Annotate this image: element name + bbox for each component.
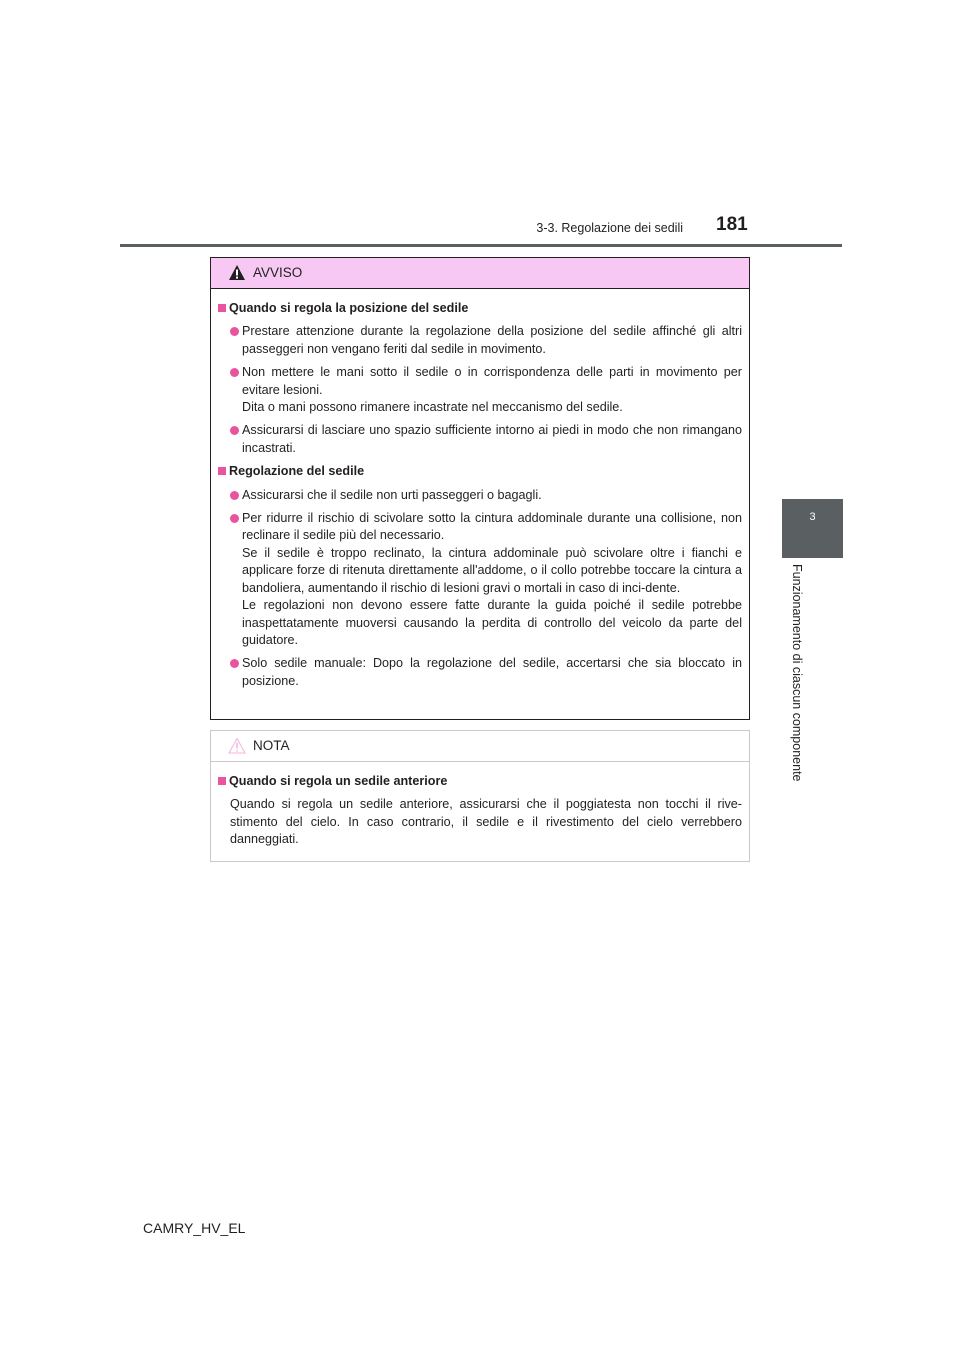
warning-bullet-text: Assicurarsi che il sedile non urti passeggeri o bagagli.: [242, 487, 542, 502]
round-bullet-icon: [230, 659, 239, 668]
round-bullet-icon: [230, 491, 239, 500]
header-rule: [120, 244, 842, 247]
warning-bullet: [218, 655, 742, 690]
warning-bullet: [218, 323, 742, 358]
note-body: [211, 762, 749, 849]
page-header: [0, 0, 960, 250]
caution-triangle-icon: [228, 737, 246, 754]
warning-bullet: [218, 510, 742, 649]
warning-section-title-text: Quando si regola la posizione del sedile: [229, 301, 469, 315]
chapter-number: 3: [809, 511, 816, 523]
warning-section-title: [218, 300, 742, 317]
warning-bullet-text: Assicurarsi di lasciare uno spazio sufficiente intorno ai piedi in modo che non rimangano incastrati.: [242, 423, 742, 455]
warning-triangle-icon: [228, 264, 246, 281]
model-code: CAMRY_HV_EL: [143, 1220, 246, 1236]
warning-bullet-text: Per ridurre il rischio di scivolare sotto la cintura addominale durante una collisione, non reclinare il sedile più del necessario.: [242, 511, 742, 543]
round-bullet-icon: [230, 327, 239, 336]
note-header: [211, 731, 749, 762]
warning-bullet: [218, 364, 742, 416]
square-bullet-icon: [218, 777, 226, 785]
note-text: Quando si regola un sedile anteriore, assicurarsi che il poggiatesta non tocchi il rive-stimento del cielo. In caso contrario, il sedile e il rivestimento del cielo verrebbero danneggiati.: [230, 797, 742, 847]
round-bullet-icon: [230, 426, 239, 435]
chapter-tab: [782, 499, 843, 558]
note-section-title: [218, 773, 742, 790]
warning-bullet-text: Solo sedile manuale: Dopo la regolazione del sedile, accertarsi che sia bloccato in posizione.: [242, 656, 742, 688]
note-box: [210, 730, 750, 862]
section-title: 3-3. Regolazione dei sedili: [536, 221, 683, 235]
warning-bullet-text: Prestare attenzione durante la regolazione della posizione del sedile affinché gli altri passeggeri non vengano feriti dal sedile in movimento.: [242, 324, 742, 356]
warning-bullet-text: Non mettere le mani sotto il sedile o in corrispondenza delle parti in movimento per evitare lesioni.: [242, 365, 742, 397]
round-bullet-icon: [230, 514, 239, 523]
warning-title: AVVISO: [253, 265, 303, 280]
round-bullet-icon: [230, 368, 239, 377]
note-title: NOTA: [253, 738, 290, 753]
warning-bullet: [218, 422, 742, 457]
warning-header: [211, 258, 749, 289]
page-number: 181: [716, 214, 748, 235]
warning-section-title-text: Regolazione del sedile: [229, 464, 365, 479]
warning-bullet-text: Le regolazioni non devono essere fatte durante la guida poiché il sedile potrebbe inaspettatamente muoversi causando la perdita di controllo del veicolo da parte del guidatore.: [242, 598, 742, 647]
warning-bullet-text: Se il sedile è troppo reclinato, la cintura addominale può scivolare oltre i fianchi e applicare forze di ritenuta direttamente all'addome, o il collo potrebbe toccare la cintura a bandoliera, aumentando il rischio di lesioni gravi o mortali in caso di inci-dente.: [242, 545, 742, 595]
square-bullet-icon: [218, 467, 226, 475]
warning-section-title: [218, 463, 742, 480]
note-section-title-text: Quando si regola un sedile anteriore: [229, 774, 448, 788]
warning-bullet: [218, 487, 742, 504]
warning-body: [211, 289, 749, 690]
warning-bullet-text: Dita o mani possono rimanere incastrate nel meccanismo del sedile.: [242, 400, 623, 415]
chapter-title: Funzionamento di ciascun componente: [790, 564, 804, 782]
square-bullet-icon: [218, 304, 226, 312]
warning-box: [210, 257, 750, 720]
